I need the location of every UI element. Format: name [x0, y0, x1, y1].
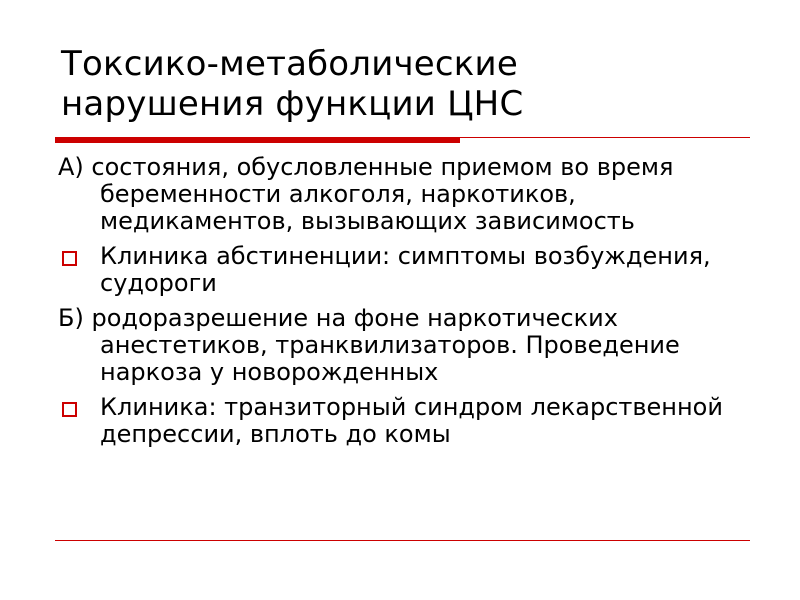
footer-divider-line	[55, 540, 750, 541]
hollow-square-bullet-icon	[62, 402, 77, 417]
slide-title-line-1: Токсико-метаболические	[61, 44, 518, 84]
title-accent-bar	[55, 137, 460, 143]
slide-title	[61, 44, 741, 124]
list-item-depression-clinic-text: Клиника: транзиторный синдром лекарственной депрессии, вплоть до комы	[100, 393, 723, 448]
list-item-depression-clinic	[58, 394, 748, 448]
list-item-b-text: Б) родоразрешение на фоне наркотических анестетиков, транквилизаторов. Проведение наркоза у новорожденных	[58, 304, 680, 386]
content-list	[58, 154, 748, 456]
hollow-square-bullet-icon	[62, 251, 77, 266]
list-item-b	[58, 305, 748, 386]
list-item-a	[58, 154, 748, 235]
list-item-withdrawal-clinic	[58, 243, 748, 297]
list-item-a-text: А) состояния, обусловленные приемом во время беременности алкоголя, наркотиков, медикаментов, вызывающих зависимость	[58, 153, 674, 235]
slide-title-line-2: нарушения функции ЦНС	[61, 84, 524, 124]
list-item-withdrawal-clinic-text: Клиника абстиненции: симптомы возбуждения, судороги	[100, 242, 711, 297]
